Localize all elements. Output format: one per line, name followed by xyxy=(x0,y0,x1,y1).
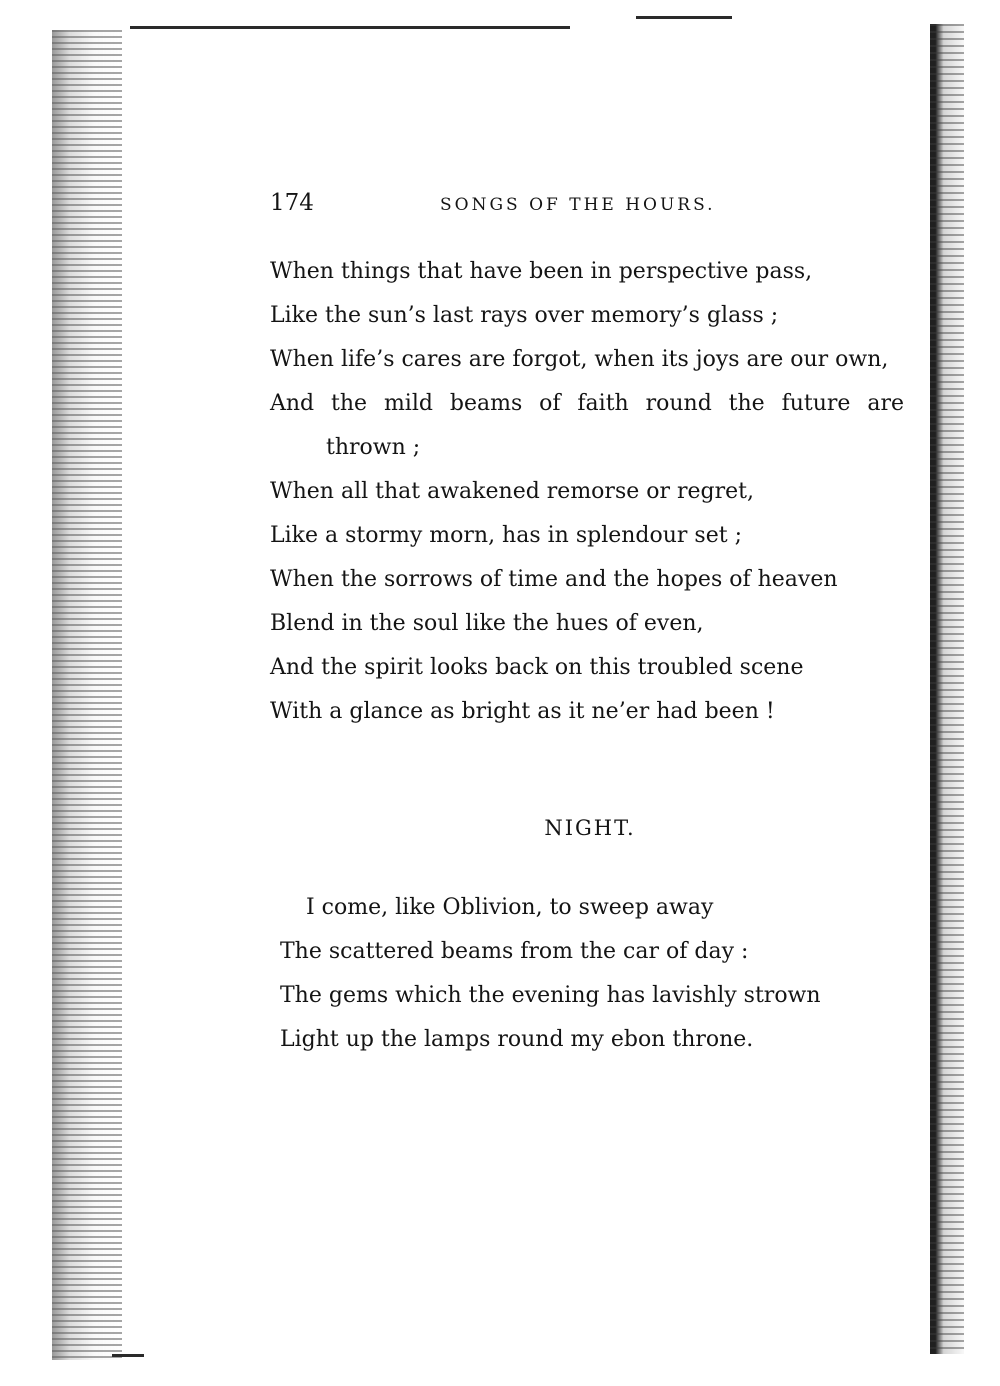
verse-line: Light up the lamps round my ebon throne. xyxy=(280,1027,754,1052)
scan-bottom-mark xyxy=(112,1354,144,1357)
scan-top-rule-short xyxy=(636,16,732,19)
verse-line: I come, like Oblivion, to sweep away xyxy=(306,895,714,920)
verse-line: When all that awakened remorse or regret, xyxy=(270,479,754,504)
verse-line-continuation: thrown ; xyxy=(326,435,421,460)
poem-stanza xyxy=(270,886,910,1062)
poem-title: NIGHT. xyxy=(544,816,636,840)
verse-line: And the spirit looks back on this troubled scene xyxy=(270,655,804,680)
verse-line: Like a stormy morn, has in splendour set ; xyxy=(270,523,742,548)
verse-line: The scattered beams from the car of day : xyxy=(280,939,749,964)
running-head xyxy=(270,190,910,230)
verse-line: Blend in the soul like the hues of even, xyxy=(270,611,704,636)
scan-shadow-left xyxy=(52,30,122,1360)
verse-line: When things that have been in perspective pass, xyxy=(270,259,813,284)
running-title: SONGS OF THE HOURS. xyxy=(440,195,716,215)
verse-line: When life’s cares are forgot, when its joys are our own, xyxy=(270,347,889,372)
scan-top-rule xyxy=(130,26,570,29)
verse-line: Like the sun’s last rays over memory’s glass ; xyxy=(270,303,779,328)
book-page xyxy=(270,190,910,1062)
scan-shadow-right xyxy=(930,24,964,1354)
verse-line: When the sorrows of time and the hopes of heaven xyxy=(270,567,838,592)
verse-line: And the mild beams of faith round the future are xyxy=(270,391,904,416)
stanza xyxy=(270,250,910,734)
page-number: 174 xyxy=(270,190,314,216)
verse-line: The gems which the evening has lavishly strown xyxy=(280,983,821,1008)
verse-line: With a glance as bright as it ne’er had been ! xyxy=(270,699,775,724)
